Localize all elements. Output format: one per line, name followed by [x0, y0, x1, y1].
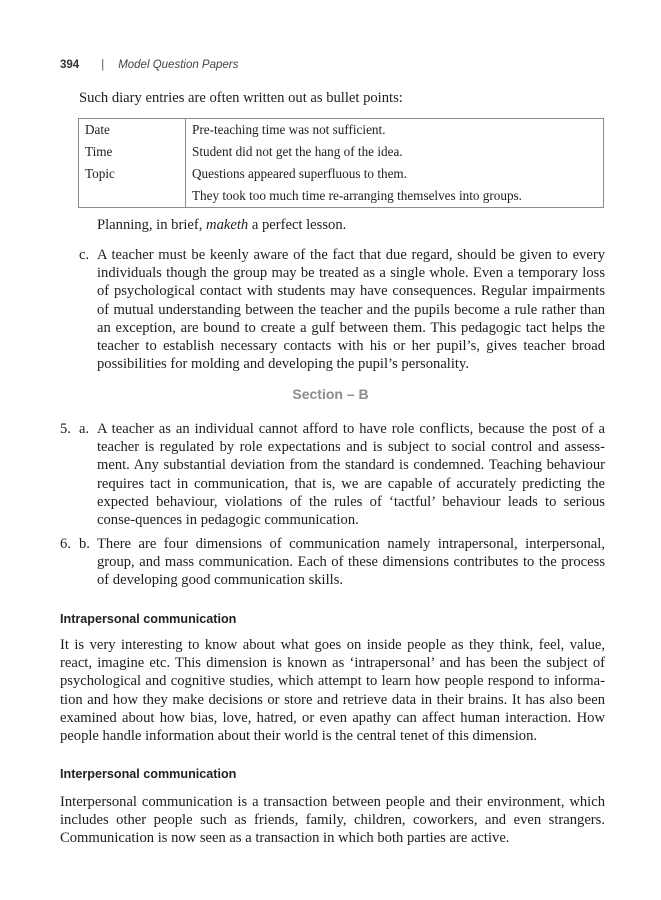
item-marker: b.	[79, 536, 90, 552]
intro-paragraph: Such diary entries are often written out as bullet points:	[79, 90, 403, 106]
row-text: Pre-teaching time was not sufficient.	[192, 122, 386, 137]
planning-emphasis: maketh	[206, 217, 249, 233]
table-row	[79, 163, 604, 185]
diary-entry-table	[78, 118, 604, 208]
item-text: A teacher must be keenly aware of the fact that due regard, should be given to every individuals though the group may be treated as a single whole. Even a temporary loss of psychological contact with students may have consequences. Regular impairments of mutual understanding between the teacher and the pupils become a rule rather than an exception, are bound to create a gulf between them. This pedagogic tact helps the teacher to establish necessary contacts with his or her pupil’s, gives teacher broad possibilities for molding and developing the pupil’s personality.	[97, 247, 605, 373]
planning-text-before: Planning, in brief,	[97, 217, 207, 233]
row-label: Topic	[79, 163, 186, 185]
row-text: They took too much time re-arranging themselves into groups.	[192, 188, 522, 203]
intrapersonal-paragraph: It is very interesting to know about what goes on inside people as they think, feel, value, react, imagine etc. This dimension is known as ‘intrapersonal’ and has been the subject of psychological and cognitive studies, which attempt to learn how people respond to informa-tion and how they make decisions or store and retrieve data in their brains. It has also been examined about how bias, love, hatred, or even apathy can affect human interaction. How people handle information about their world is the central tenet of this dimension.	[60, 637, 605, 745]
section-heading: Section – B	[292, 386, 369, 402]
item-text: A teacher as an individual cannot afford to have role conflicts, because the post of a teacher is regulated by role expectations and is subject to social control and assess-ment. Any substantial deviation from the standard is condemned. Teaching behaviour requires tact in communication, that is, we are capable of accurately predicting the expected behaviour, violations of the rules of ‘tactful’ behaviour leads to serious conse-quences in pedagogic communication.	[97, 421, 605, 529]
page-number: 394	[60, 59, 80, 71]
interpersonal-paragraph: Interpersonal communication is a transaction between people and their environment, which includes other people such as friends, family, children, coworkers, and even strangers. Communication is now seen as a transaction in which both parties are active.	[60, 794, 605, 847]
interpersonal-heading: Interpersonal communication	[60, 767, 237, 781]
table-row	[79, 119, 604, 142]
item-text: There are four dimensions of communication namely intrapersonal, interpersonal, group, and mass communication. Each of these dimensions contributes to the process of developing good communication skills.	[97, 536, 605, 589]
page-header	[60, 59, 238, 71]
intrapersonal-heading: Intrapersonal communication	[60, 612, 237, 626]
row-label	[79, 185, 186, 208]
item-marker: a.	[79, 421, 90, 437]
table-row	[79, 141, 604, 163]
item-marker: c.	[79, 247, 90, 263]
row-label: Date	[79, 119, 186, 142]
question-number: 6.	[60, 536, 71, 552]
planning-line	[97, 216, 607, 234]
header-separator: |	[101, 59, 105, 71]
running-title: Model Question Papers	[118, 59, 239, 71]
row-text: Student did not get the hang of the idea.	[192, 144, 403, 159]
question-number: 5.	[60, 421, 71, 437]
row-text: Questions appeared superfluous to them.	[192, 166, 407, 181]
row-label: Time	[79, 141, 186, 163]
planning-text-after: a perfect lesson.	[248, 217, 347, 233]
table-row	[79, 185, 604, 208]
